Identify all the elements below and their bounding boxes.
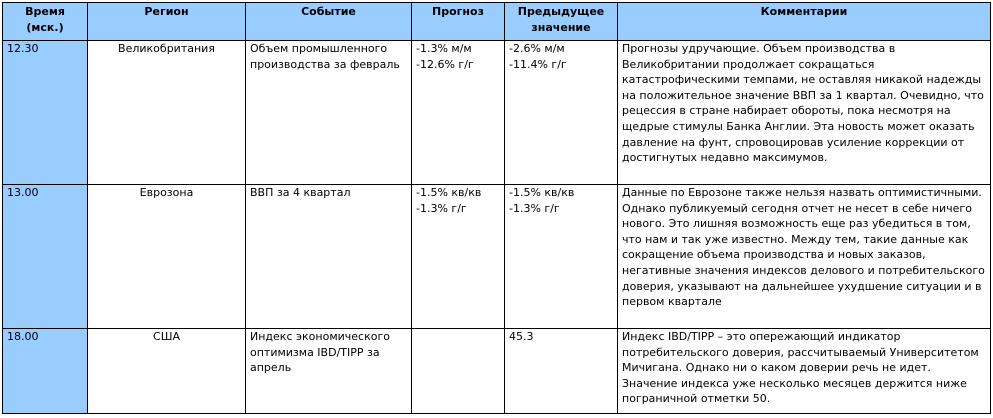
cell-comment: Прогнозы удручающие. Объем производства в Великобритании продолжает сокращаться катастрофическими темпами, не оставляя никакой надежды на положительное значение ВВП за 1 квартал. Очевидно, что рецессия в стране набирает обороты, пока несмотря на щедрые стимулы Банка Англии. Эта новость может оказать давление на фунт, спровоцировав усиление коррекции от достигнутых недавно максимумов. [618, 41, 991, 185]
cell-event: Индекс экономического оптимизма IBD/TIPP за апрель [246, 329, 412, 414]
table-row [3, 41, 991, 185]
header-previous: Предыдущее значение [505, 3, 618, 41]
previous-value: -1.3% г/г [509, 201, 560, 215]
economic-calendar-table [2, 2, 991, 414]
forecast-value: -1.3% м/м [416, 42, 472, 55]
forecast-value: -1.5% кв/кв [416, 186, 482, 199]
header-forecast: Прогноз [412, 3, 505, 41]
cell-event: ВВП за 4 квартал [246, 185, 412, 329]
previous-value: -1.5% кв/кв [509, 186, 575, 199]
cell-time: 13.00 [3, 185, 88, 329]
cell-event: Объем промышленного производства за февраль [246, 41, 412, 185]
previous-value: -11.4% г/г [509, 57, 567, 71]
header-region: Регион [88, 3, 246, 41]
cell-comment: Индекс IBD/TIPP – это опережающий индикатор потребительского доверия, рассчитываемый Университетом Мичигана. Однако ни о каком доверии речь не идет. Значение индекса уже несколько месяцев держится ниже пограничной отметки 50. [618, 329, 991, 414]
cell-region: США [88, 329, 246, 414]
cell-forecast [412, 41, 505, 185]
header-event: Событие [246, 3, 412, 41]
cell-previous [505, 329, 618, 414]
cell-time: 12.30 [3, 41, 88, 185]
cell-forecast [412, 329, 505, 414]
cell-time: 18.00 [3, 329, 88, 414]
previous-value: 45.3 [509, 330, 534, 343]
cell-previous [505, 185, 618, 329]
header-time: Время (мск.) [3, 3, 88, 41]
forecast-value: -12.6% г/г [416, 57, 474, 71]
table-row [3, 185, 991, 329]
cell-forecast [412, 185, 505, 329]
header-row [3, 3, 991, 41]
cell-region: Еврозона [88, 185, 246, 329]
cell-region: Великобритания [88, 41, 246, 185]
cell-previous [505, 41, 618, 185]
cell-comment: Данные по Еврозоне также нельзя назвать оптимистичными. Однако публикуемый сегодня отчет не несет в себе ничего нового. Это лишняя возможность еще раз убедиться в том, что нам и так уже известно. Между тем, такие данные как сокращение объема производства и новых заказов, негативные значения индексов делового и потребительского доверия, указывают на дальнейшее ухудшение ситуации и в первом квартале [618, 185, 991, 329]
header-comment: Комментарии [618, 3, 991, 41]
forecast-value: -1.3% г/г [416, 201, 467, 215]
table-row [3, 329, 991, 414]
previous-value: -2.6% м/м [509, 42, 565, 55]
